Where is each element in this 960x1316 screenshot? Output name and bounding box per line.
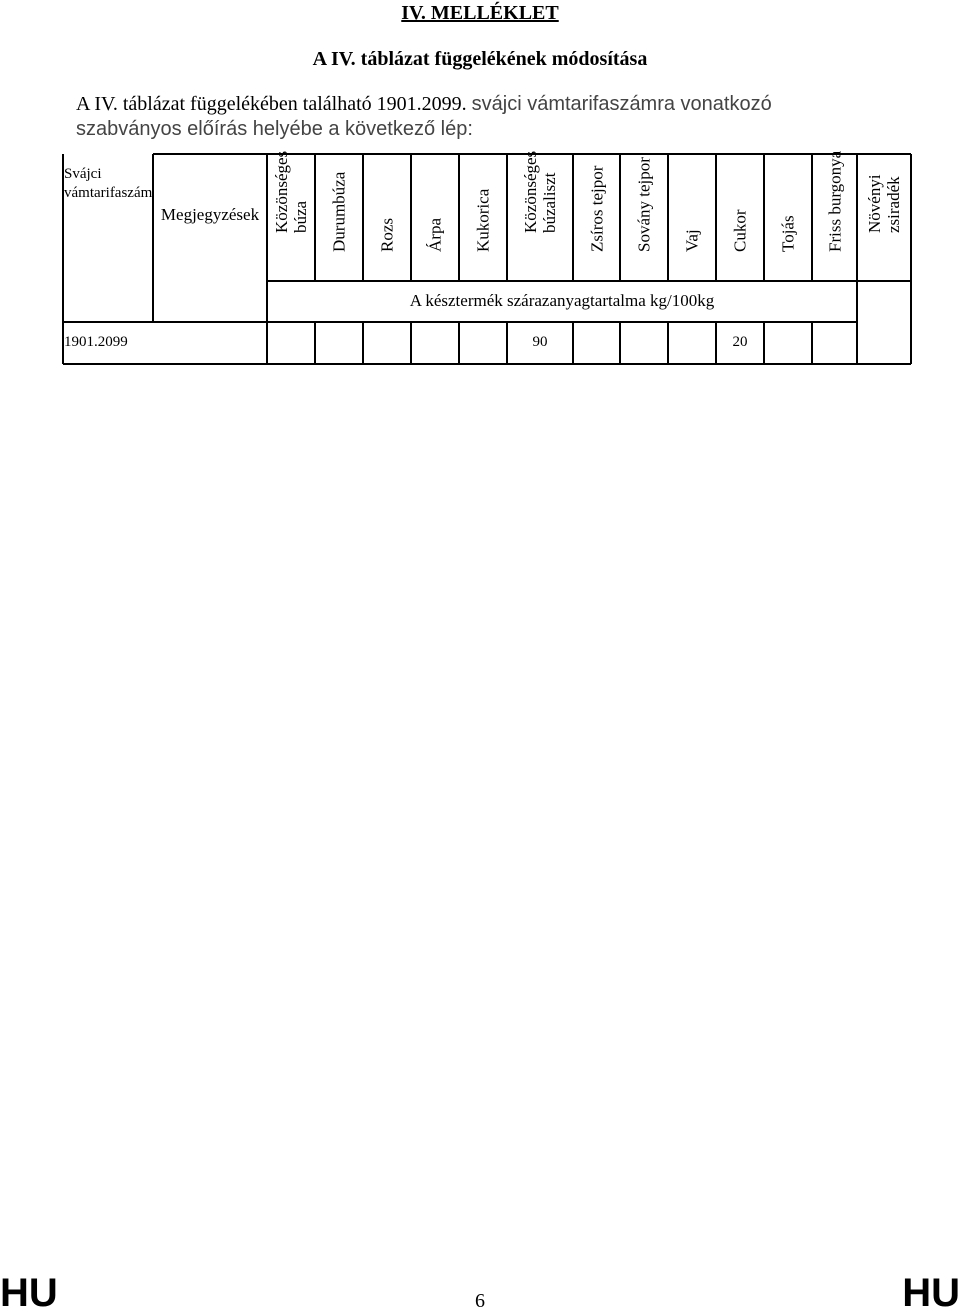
header-col-vegetable-fat xyxy=(857,155,911,271)
header-col-label: Vaj xyxy=(682,229,702,252)
row-tariff-code: 1901.2099 xyxy=(64,334,128,350)
header-col-barley xyxy=(411,155,459,271)
header-col-label: Kukorica xyxy=(473,188,493,252)
header-col-label: Közönséges búzaliszt xyxy=(521,150,559,233)
annex-title: IV. MELLÉKLET xyxy=(401,2,559,24)
header-col-eggs xyxy=(764,155,812,271)
intro-text-3: szabványos előírás helyébe a következő lép: xyxy=(76,118,473,140)
header-col-label: Közönséges búza xyxy=(272,150,310,233)
intro-paragraph xyxy=(76,92,876,142)
header-col-label: Friss burgonya xyxy=(825,150,844,252)
table-subheader: A késztermék szárazanyagtartalma kg/100kg xyxy=(409,291,715,310)
header-col-label: Durumbúza xyxy=(329,171,349,252)
header-col-label: Árpa xyxy=(425,218,445,252)
header-col-whole-milk-powder xyxy=(573,155,620,271)
section-title: A IV. táblázat függelékének módosítása xyxy=(312,48,648,70)
page-number: 6 xyxy=(475,1290,485,1312)
header-col-sugar xyxy=(716,155,764,271)
header-notes: Megjegyzések xyxy=(160,205,260,224)
header-col-label: Cukor xyxy=(730,209,750,252)
header-col-label: Zsíros tejpor xyxy=(587,165,606,252)
header-col-skimmed-milk-powder xyxy=(620,155,668,271)
header-col-maize xyxy=(459,155,507,271)
header-col-label: Rozs xyxy=(377,218,397,252)
intro-text-2: svájci vámtarifaszámra vonatkozó xyxy=(471,93,772,115)
header-col-common-wheat xyxy=(267,150,315,271)
header-col-durum-wheat xyxy=(315,155,363,271)
header-col-fresh-potatoes xyxy=(812,150,857,271)
language-code-left: HU xyxy=(0,1271,58,1315)
header-tariff-code: Svájci vámtarifaszám xyxy=(64,166,153,201)
header-col-label: Sovány tejpor xyxy=(634,157,654,252)
header-col-label: Tojás xyxy=(778,215,798,252)
header-col-wheat-flour xyxy=(507,150,573,271)
intro-text-1: A IV. táblázat függelékében található 1901.2099. xyxy=(76,93,472,115)
header-col-label: Növényi zsiradék xyxy=(865,174,903,233)
row-value-sugar: 20 xyxy=(732,334,748,350)
language-code-right: HU xyxy=(902,1271,960,1315)
row-value-wheat-flour: 90 xyxy=(532,334,548,350)
header-col-rye xyxy=(363,155,411,271)
header-col-butter xyxy=(668,155,716,271)
